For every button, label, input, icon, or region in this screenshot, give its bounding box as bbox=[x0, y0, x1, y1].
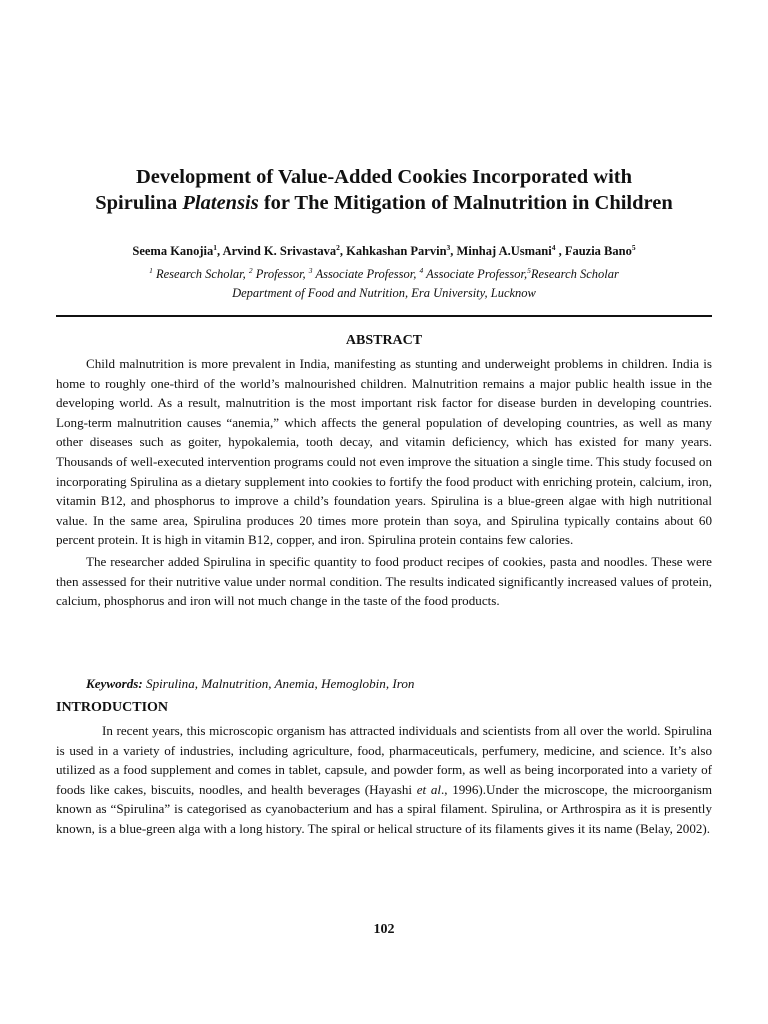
author-separator: , bbox=[555, 244, 565, 258]
page-number: 102 bbox=[373, 922, 395, 937]
abstract-paragraph-2: The researcher added Spirulina in specific quantity to food product recipes of cookies, pasta and noodles. These were then assessed for their nutritive value under normal condition. The results indicated significantly increased values of protein, calcium, phosphorus and iron will not much change in the taste of the food products. bbox=[56, 553, 712, 609]
author-separator: , bbox=[450, 244, 457, 258]
role-sup: 1 bbox=[149, 265, 153, 275]
abstract-heading: ABSTRACT bbox=[345, 333, 423, 348]
author-sup: 3 bbox=[446, 242, 451, 252]
intro-etal: et al bbox=[416, 781, 442, 797]
author-name: Minhaj A.Usmani bbox=[456, 244, 552, 258]
role-sup: 4 bbox=[419, 265, 424, 275]
keywords-label: Keywords: bbox=[86, 676, 143, 691]
abstract-paragraph-1: Child malnutrition is more prevalent in India, manifesting as stunting and underweight problems in children. India is home to roughly one-third of the world’s malnourished children. Malnutrition remains a major public health issue in the developing world. As a result, malnutrition is the most important risk factor for disease burden in developing countries. Long-term malnutrition causes “anemia,” which affects the general population of developing countries, as well as many other diseases such as goiter, hypokalemia, tooth decay, and vitamin deficiency, which has existed for many years. Thousands of well-executed intervention programs could not even improve the situation a single time. This study focused on incorporating Spirulina as a dietary supplement into cookies to fortify the food product with enriching protein, calcium, iron, vitamin B12, and phosphorus to improve a child’s foundation years. Spirulina is a blue-green algae with high nutritional value. In the same area, Spirulina produces 20 times more protein than soya, and Spirulina typically contains about 60 percent protein. It is high in vitamin B12, copper, and iron. Spirulina protein contains few calories. bbox=[56, 356, 712, 548]
introduction-paragraph bbox=[56, 721, 712, 839]
paper-title bbox=[40, 164, 728, 216]
role-sup: 2 bbox=[248, 265, 253, 275]
role-text: Research Scholar bbox=[530, 267, 619, 281]
author-sup: 4 bbox=[551, 242, 556, 252]
author-name: Kahkashan Parvin bbox=[346, 244, 447, 258]
department: Department of Food and Nutrition, Era University, Lucknow bbox=[232, 286, 536, 300]
title-italic-species: Platensis bbox=[182, 192, 259, 214]
title-line-2-start: Spirulina bbox=[95, 192, 183, 214]
author-sup: 2 bbox=[336, 242, 340, 252]
keywords-line bbox=[86, 674, 712, 693]
abstract-body bbox=[56, 354, 712, 611]
author-roles bbox=[40, 265, 728, 284]
title-line-1: Development of Value-Added Cookies Incorporated with bbox=[136, 166, 632, 188]
author-list bbox=[40, 242, 728, 260]
role-text: Associate Professor, bbox=[312, 267, 420, 281]
introduction-heading: INTRODUCTION bbox=[56, 700, 169, 715]
introduction-body bbox=[56, 721, 712, 839]
role-text: Research Scholar, bbox=[152, 267, 249, 281]
intro-text-start: In recent years, this microscopic organism has attracted individuals and scientists from all over the world. Spirulina is used in a variety of industries, including agriculture, food, pharmaceuticals, perfumery, medicine, and science. It’s also utilized as a food supplement and comes in tablet, capsule, and powder form, as well as being incorporated into a variety of foods like cakes, biscuits, noodles, and health beverages (Hayashi bbox=[56, 723, 712, 797]
header-divider bbox=[56, 315, 712, 317]
affiliations bbox=[40, 265, 728, 303]
author-sup: 1 bbox=[213, 242, 218, 252]
role-sup: 3 bbox=[308, 265, 313, 275]
role-text: Professor, bbox=[252, 267, 309, 281]
author-separator: , bbox=[217, 244, 223, 258]
role-sup: 5 bbox=[527, 265, 531, 275]
role-text: Associate Professor, bbox=[423, 267, 528, 281]
author-name: Fauzia Bano bbox=[564, 244, 632, 258]
author-name: Arvind K. Srivastava bbox=[222, 244, 337, 258]
author-separator: , bbox=[339, 244, 347, 258]
author-sup: 5 bbox=[631, 242, 636, 252]
intro-text-end: ., 1996).Under the microscope, the microorganism known as “Spirulina” is categorised as cyanobacterium and has a spiral filament. Spirulina, or Arthrospira as it is presently known, is a blue-green alga with a long history. The spiral or helical structure of its filaments gives it its name (Belay, 2002). bbox=[56, 781, 712, 836]
keywords-text: Spirulina, Malnutrition, Anemia, Hemoglobin, Iron bbox=[142, 676, 415, 691]
author-name: Seema Kanojia bbox=[132, 244, 214, 258]
title-line-2-end: for The Mitigation of Malnutrition in Children bbox=[258, 192, 673, 214]
